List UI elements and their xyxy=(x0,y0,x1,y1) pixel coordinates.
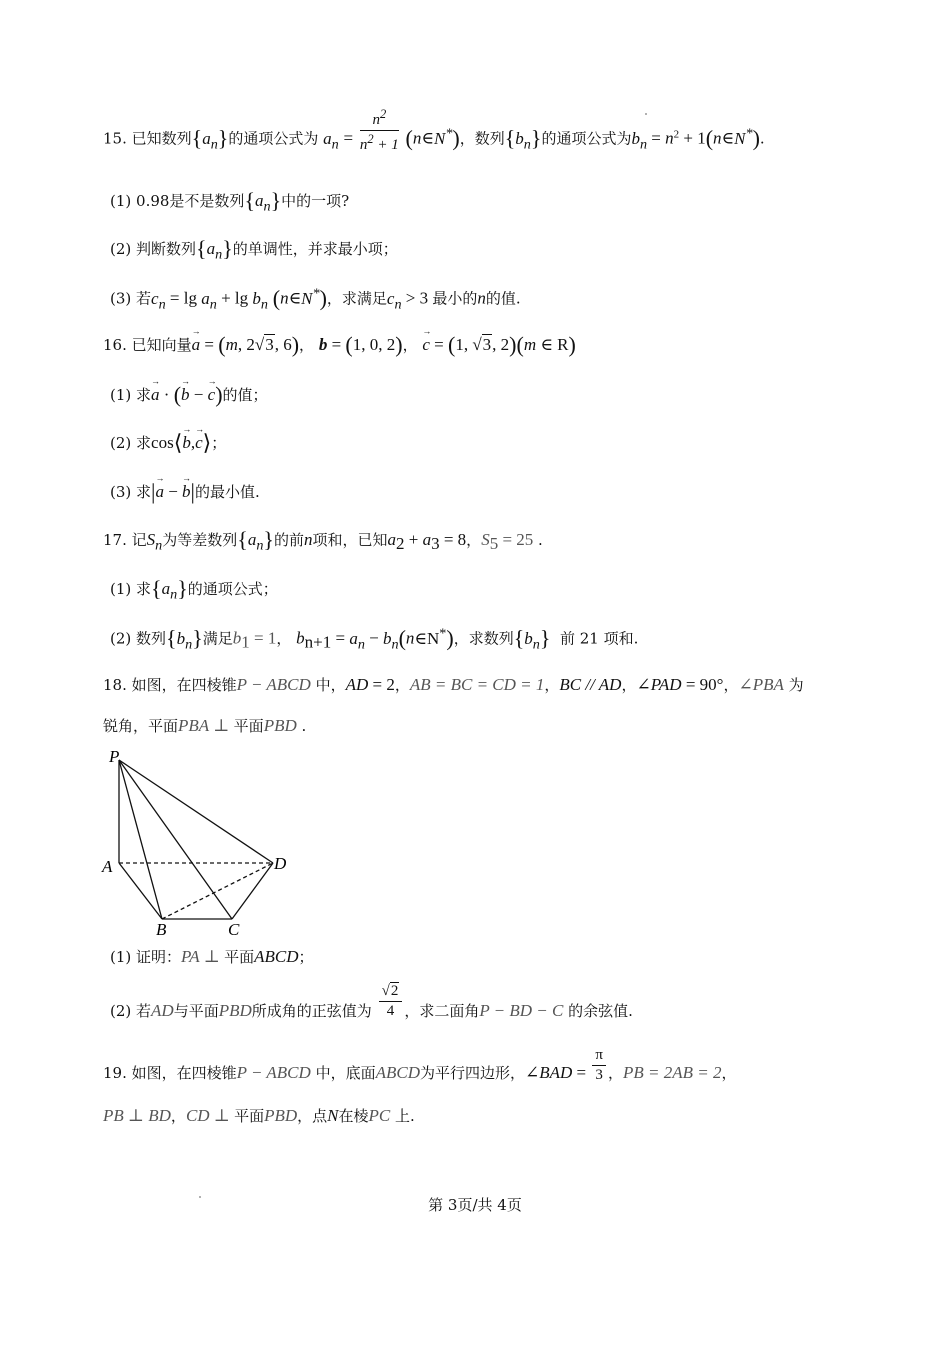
q16-part3: (3) 求|→ a − → b|的最小值. xyxy=(110,481,890,503)
edge-cd xyxy=(232,863,273,919)
q18-part1: (1) 证明：PA ⊥ 平面ABCD； xyxy=(110,947,314,966)
q18-part2: (2) 若AD与平面PBD所成角的正弦值为 $\frac{√2}{4}$ ，求二面角P − BD − C 的余弦值. xyxy=(110,982,633,1020)
q15-part1: (1) 0.98是不是数列$\{a_n\}$中的一项? xyxy=(110,188,350,215)
label-d: D xyxy=(274,854,287,873)
label-p: P xyxy=(109,747,120,766)
label-a: A xyxy=(102,857,113,876)
q17-part2: (2) 数列$\{b_n\}$满足$b_1 = 1$， $b_{n+1} = a_n$ − $b_n(n\in N^*)$，求数列$\{b_n\}$ 前 21 项和. xyxy=(110,625,639,653)
q18-stem-line1: 18. 如图，在四棱锥P − ABCD 中，AD = 2，AB = BC = CD = 1，BC // AD，∠PAD = 90°，∠PBA 为 xyxy=(103,675,804,694)
q19-stem-line1: 19. 如图，在四棱锥P − ABCD 中，底面ABCD为平行四边形，∠BAD = $\frac{\pi}{3}$ ，PB = 2AB = 2， xyxy=(103,1046,737,1083)
q18-stem-line2: 锐角，平面PBA ⊥ 平面PBD . xyxy=(103,716,307,735)
page-footer: 第 3页/共 4页 xyxy=(428,1196,522,1214)
label-b: B xyxy=(156,920,167,939)
q16-part2: (2) 求cos⟨→ b,→ c⟩； xyxy=(110,432,890,454)
q15-part3: (3) 若$c_n = \lg a_n + \lg b_n$ (n∈N*)，求满足$c_n > 3$ 最小的n的值. xyxy=(110,285,521,313)
q16-part1: (1) 求→ a · (→ b − → c)的值； xyxy=(110,384,890,406)
q15-part2: (2) 判断数列$\{a_n\}$的单调性，并求最小项； xyxy=(110,236,398,263)
edge-bd-hidden xyxy=(162,863,273,919)
q17-part1: (1) 求$\{a_n\}$的通项公式； xyxy=(110,576,278,603)
scan-dot xyxy=(645,113,647,115)
scan-dot xyxy=(199,1196,201,1198)
q19-stem-line2: PB ⊥ BD，CD ⊥ 平面PBD，点N在棱PC 上. xyxy=(103,1106,415,1125)
label-c: C xyxy=(228,920,240,939)
pyramid-figure xyxy=(95,745,305,940)
q16-stem: 16. 已知向量→ a = (m, 2√3, 6)， b = (1, 0, 2)， → c = (1, √3, 2)(m ∈ R) xyxy=(103,334,890,356)
edge-ab xyxy=(119,863,162,919)
q15-stem: 15. 已知数列$\{a_n\}$的通项公式为 $a_n$ = $\frac{n^2}{n^2 + 1}$ (n∈N*)，数列$\{b_n\}$的通项公式为$b_n = n^2$ + 1(n∈N*). xyxy=(103,107,765,154)
edge-pc xyxy=(119,760,232,919)
q17-stem: 17. 记$S_n$为等差数列$\{a_n\}$的前n项和，已知$a_2 + a_3 = 8$，$S_5 = 25$ . xyxy=(103,527,543,554)
